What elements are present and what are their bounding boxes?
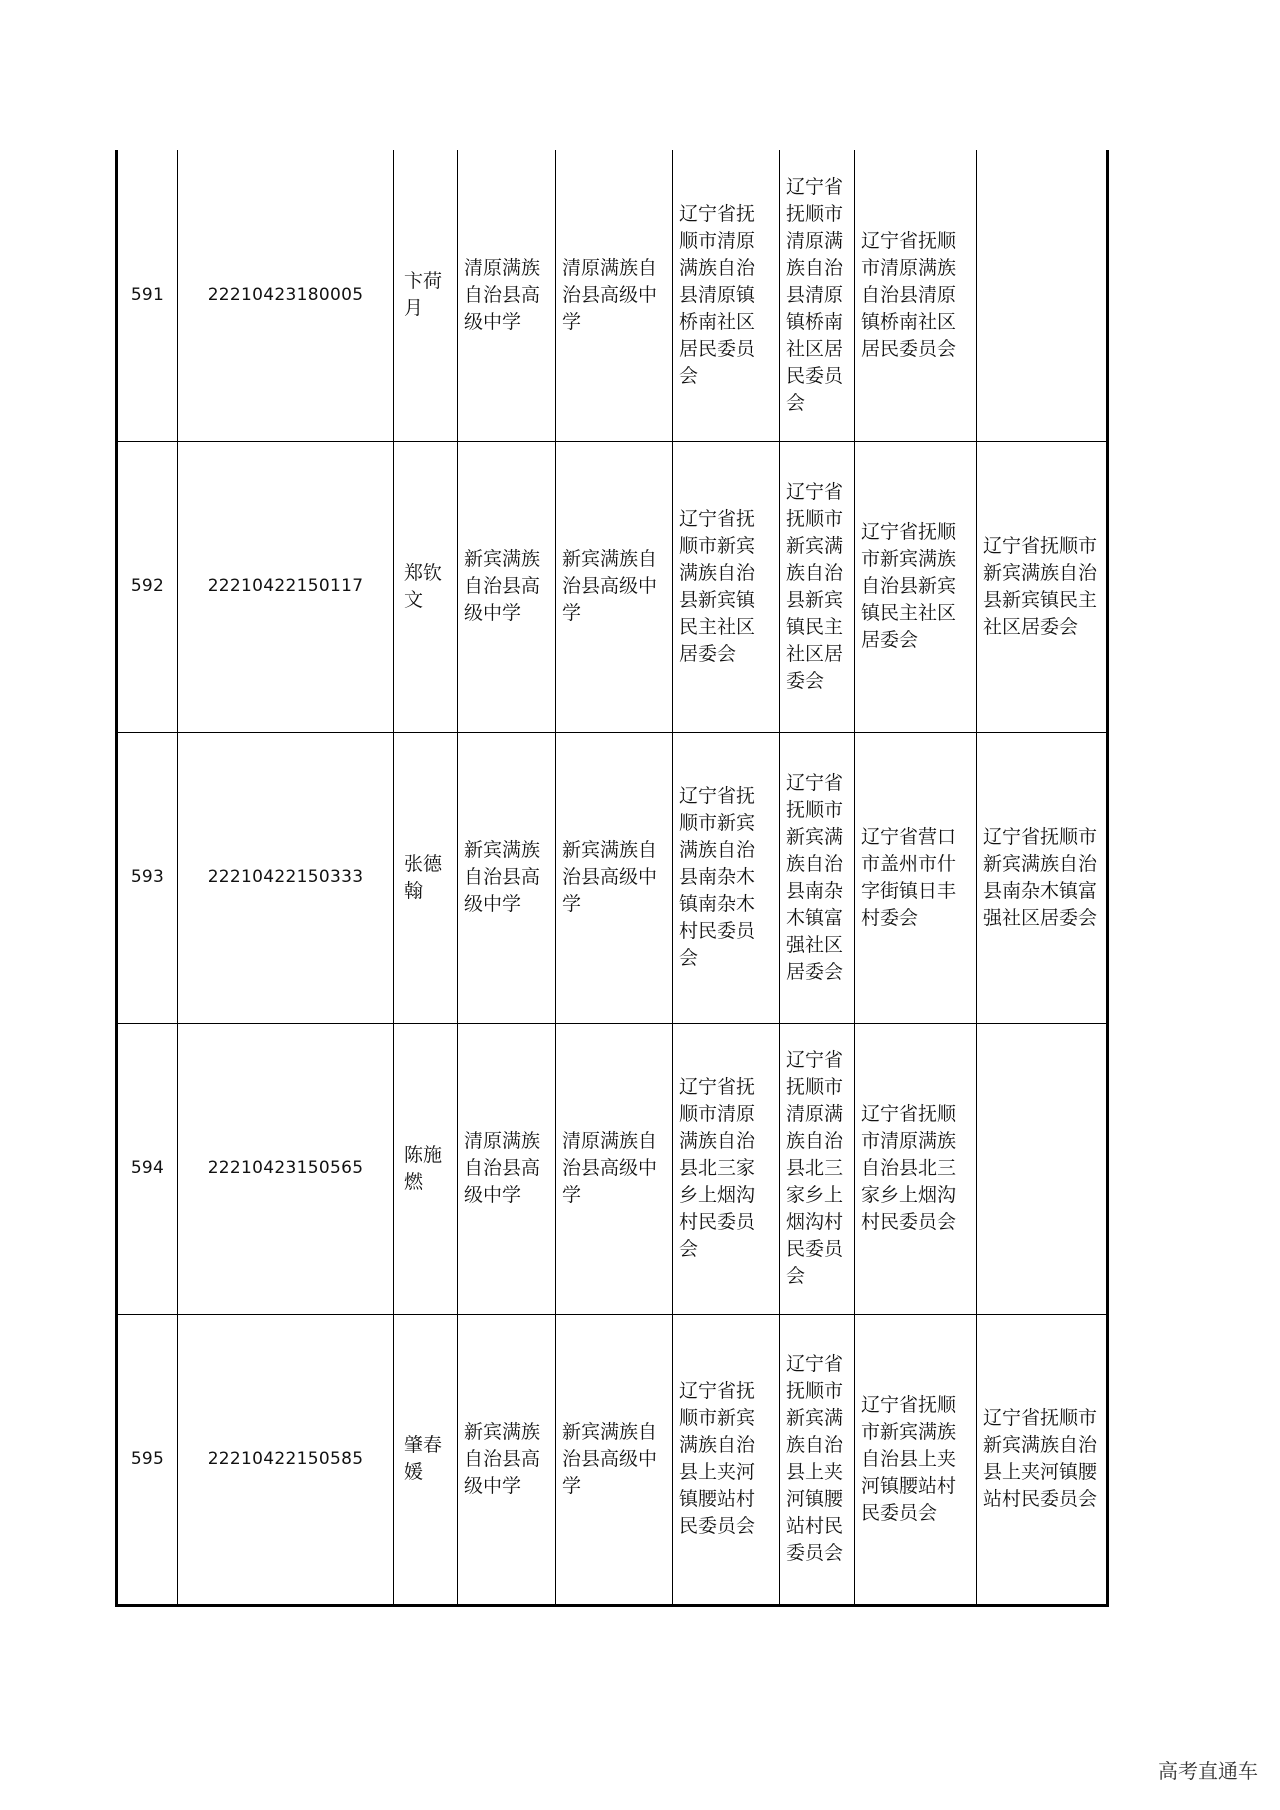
residence-address: 辽宁省抚顺市新宾满族自治县上夹河镇腰站村民委员会 (780, 1314, 855, 1605)
row-number: 591 (117, 150, 178, 441)
mother-household-registration: 辽宁省抚顺市新宾满族自治县上夹河镇腰站村民委员会 (977, 1314, 1108, 1605)
registered-school: 新宾满族自治县高级中学 (556, 441, 673, 732)
mother-household-registration (977, 150, 1108, 441)
mother-household-registration: 辽宁省抚顺市新宾满族自治县新宾镇民主社区居委会 (977, 441, 1108, 732)
candidate-id: 22210422150585 (178, 1314, 394, 1605)
household-registration: 辽宁省抚顺市新宾满族自治县上夹河镇腰站村民委员会 (673, 1314, 780, 1605)
student-name: 张德翰 (394, 732, 458, 1023)
candidate-id: 22210423180005 (178, 150, 394, 441)
table-row (117, 1023, 1108, 1314)
father-household-registration: 辽宁省抚顺市新宾满族自治县新宾镇民主社区居委会 (855, 441, 977, 732)
graduating-school: 新宾满族自治县高级中学 (458, 1314, 556, 1605)
registered-school: 清原满族自治县高级中学 (556, 150, 673, 441)
graduating-school: 清原满族自治县高级中学 (458, 150, 556, 441)
father-household-registration: 辽宁省抚顺市新宾满族自治县上夹河镇腰站村民委员会 (855, 1314, 977, 1605)
registered-school: 清原满族自治县高级中学 (556, 1023, 673, 1314)
household-registration: 辽宁省抚顺市新宾满族自治县南杂木镇南杂木村民委员会 (673, 732, 780, 1023)
candidate-id: 22210422150117 (178, 441, 394, 732)
graduating-school: 新宾满族自治县高级中学 (458, 732, 556, 1023)
registered-school: 新宾满族自治县高级中学 (556, 1314, 673, 1605)
student-name: 陈施燃 (394, 1023, 458, 1314)
row-number: 595 (117, 1314, 178, 1605)
candidate-id: 22210422150333 (178, 732, 394, 1023)
residence-address: 辽宁省抚顺市新宾满族自治县新宾镇民主社区居委会 (780, 441, 855, 732)
residence-address: 辽宁省抚顺市清原满族自治县北三家乡上烟沟村民委员会 (780, 1023, 855, 1314)
table-row (117, 732, 1108, 1023)
row-number: 592 (117, 441, 178, 732)
father-household-registration: 辽宁省营口市盖州市什字街镇日丰村委会 (855, 732, 977, 1023)
table-row (117, 150, 1108, 441)
residence-address: 辽宁省抚顺市新宾满族自治县南杂木镇富强社区居委会 (780, 732, 855, 1023)
row-number: 593 (117, 732, 178, 1023)
graduating-school: 新宾满族自治县高级中学 (458, 441, 556, 732)
household-registration: 辽宁省抚顺市清原满族自治县清原镇桥南社区居民委员会 (673, 150, 780, 441)
student-name: 肇春媛 (394, 1314, 458, 1605)
father-household-registration: 辽宁省抚顺市清原满族自治县北三家乡上烟沟村民委员会 (855, 1023, 977, 1314)
graduating-school: 清原满族自治县高级中学 (458, 1023, 556, 1314)
table-row (117, 1314, 1108, 1605)
watermark: 高考直通车 (1158, 1759, 1258, 1783)
mother-household-registration: 辽宁省抚顺市新宾满族自治县南杂木镇富强社区居委会 (977, 732, 1108, 1023)
candidate-id: 22210423150565 (178, 1023, 394, 1314)
mother-household-registration (977, 1023, 1108, 1314)
residence-address: 辽宁省抚顺市清原满族自治县清原镇桥南社区居民委员会 (780, 150, 855, 441)
table-row (117, 441, 1108, 732)
student-name: 卞荷月 (394, 150, 458, 441)
student-name: 郑钦文 (394, 441, 458, 732)
household-registration: 辽宁省抚顺市新宾满族自治县新宾镇民主社区居委会 (673, 441, 780, 732)
registered-school: 新宾满族自治县高级中学 (556, 732, 673, 1023)
father-household-registration: 辽宁省抚顺市清原满族自治县清原镇桥南社区居民委员会 (855, 150, 977, 441)
admissions-table (115, 150, 1109, 1607)
household-registration: 辽宁省抚顺市清原满族自治县北三家乡上烟沟村民委员会 (673, 1023, 780, 1314)
row-number: 594 (117, 1023, 178, 1314)
